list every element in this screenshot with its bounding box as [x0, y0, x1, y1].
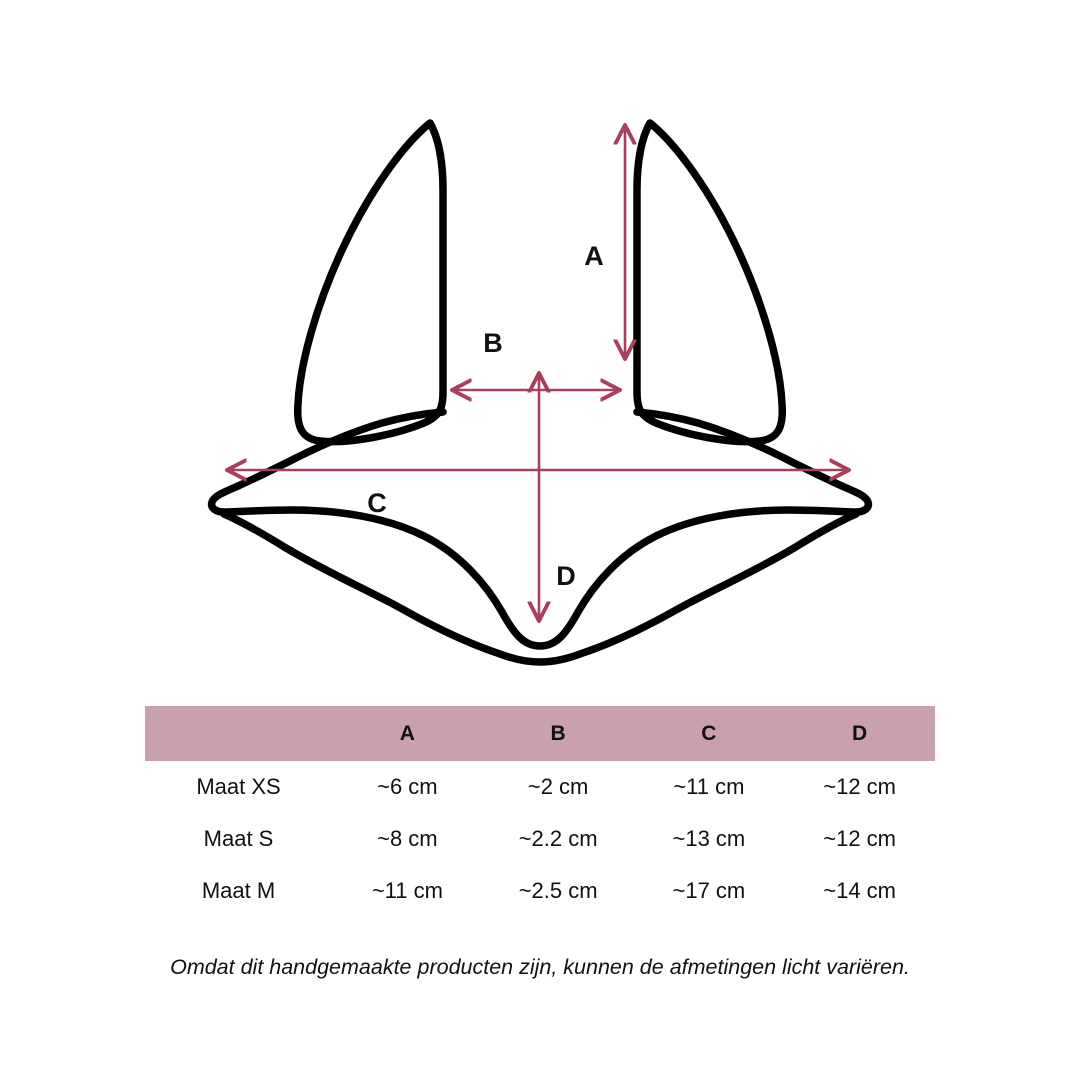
cell-xs-b: ~2 cm [527, 774, 589, 799]
cell-m-c: ~17 cm [672, 878, 746, 903]
cell-s-c: ~13 cm [672, 826, 746, 851]
bonnet-diagram [0, 40, 1080, 680]
size-table-head [145, 706, 935, 761]
column-header-a: A [332, 706, 483, 761]
dimension-label-a: A [584, 241, 604, 271]
size-table-wrapper [145, 706, 935, 917]
table-header-row [145, 706, 935, 761]
dimension-arrows [228, 126, 848, 620]
row-label-m: Maat M [201, 878, 276, 903]
size-table [145, 706, 935, 917]
column-header-size [145, 706, 332, 761]
cell-m-a: ~11 cm [371, 878, 443, 903]
row-label-s: Maat S [203, 826, 274, 851]
cell-s-d: ~12 cm [823, 826, 896, 851]
footnote-text: Omdat dit handgemaakte producten zijn, kunnen de afmetingen licht variëren. [170, 955, 910, 979]
cell-s-a: ~8 cm [377, 826, 438, 851]
cell-m-b: ~2.5 cm [518, 878, 598, 903]
table-row [145, 761, 935, 813]
table-row [145, 865, 935, 917]
row-label-xs: Maat XS [196, 774, 281, 799]
size-table-body [145, 761, 935, 917]
cell-xs-d: ~12 cm [823, 774, 896, 799]
column-header-d: D [784, 706, 935, 761]
cell-s-b: ~2.2 cm [518, 826, 598, 851]
column-header-b: B [483, 706, 634, 761]
table-row [145, 813, 935, 865]
cell-xs-a: ~6 cm [377, 774, 438, 799]
column-header-c: C [634, 706, 785, 761]
dimension-label-c: C [367, 488, 387, 518]
cell-xs-c: ~11 cm [673, 774, 745, 799]
dimension-label-d: D [556, 561, 576, 591]
dimension-label-b: B [483, 328, 503, 358]
cell-m-d: ~14 cm [823, 878, 896, 903]
